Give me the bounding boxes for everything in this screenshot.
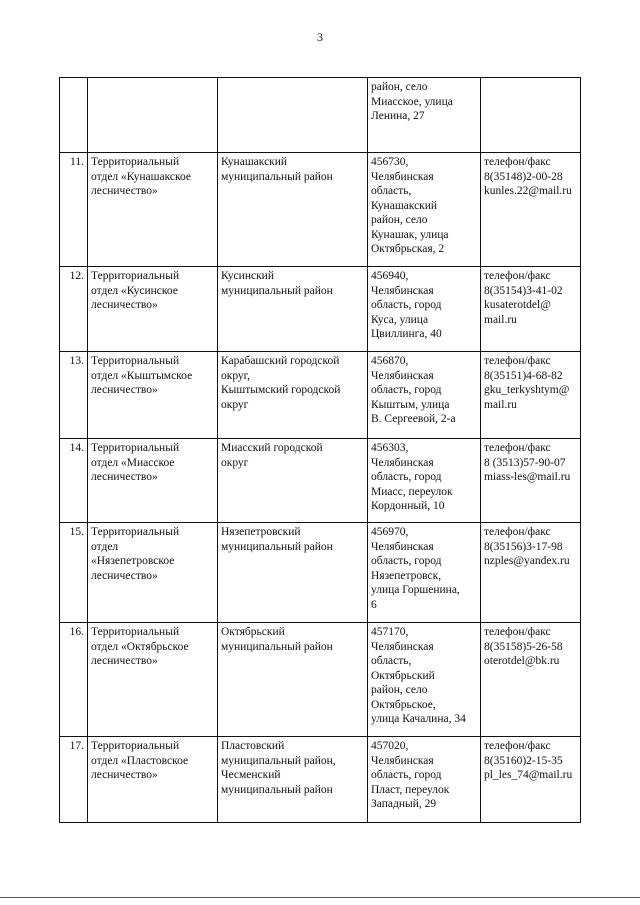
address-cell: 457170, Челябинская область, Октябрьский район, село Октябрьское, улица Качалина, 34 bbox=[368, 623, 481, 737]
forestry-departments-table bbox=[59, 77, 581, 823]
table-row bbox=[60, 523, 581, 623]
department-cell: Территориальный отдел «Нязепетровское лесничество» bbox=[88, 523, 218, 623]
department-cell: Территориальный отдел «Кыштымское лесничество» bbox=[88, 352, 218, 439]
contacts-cell bbox=[481, 78, 581, 153]
row-number: 13. bbox=[60, 352, 88, 439]
department-cell: Территориальный отдел «Миасское лесничество» bbox=[88, 439, 218, 523]
row-number: 11. bbox=[60, 153, 88, 267]
contacts-cell: телефон/факс 8(35158)5-26-58 oterotdel@bk.ru bbox=[481, 623, 581, 737]
department-cell bbox=[88, 78, 218, 153]
row-number bbox=[60, 78, 88, 153]
contacts-cell: телефон/факс 8(35160)2-15-35 pl_les_74@mail.ru bbox=[481, 737, 581, 823]
address-cell: 456970, Челябинская область, город Нязепетровск, улица Горшенина, 6 bbox=[368, 523, 481, 623]
row-number: 14. bbox=[60, 439, 88, 523]
department-cell: Территориальный отдел «Пластовское лесничество» bbox=[88, 737, 218, 823]
department-cell: Территориальный отдел «Октябрьское лесничество» bbox=[88, 623, 218, 737]
address-cell: 456303, Челябинская область, город Миасс, переулок Кордонный, 10 bbox=[368, 439, 481, 523]
page-number: 3 bbox=[317, 30, 323, 44]
table-row bbox=[60, 737, 581, 823]
table-row bbox=[60, 439, 581, 523]
row-number: 12. bbox=[60, 267, 88, 352]
row-number: 15. bbox=[60, 523, 88, 623]
table-row bbox=[60, 78, 581, 153]
contacts-cell: телефон/факс 8(35151)4-68-82 gku_terkyshtym@ mail.ru bbox=[481, 352, 581, 439]
municipality-cell bbox=[218, 78, 368, 153]
table-row bbox=[60, 153, 581, 267]
contacts-cell: телефон/факс 8(35156)3-17-98 nzples@yandex.ru bbox=[481, 523, 581, 623]
address-cell: 457020, Челябинская область, город Пласт, переулок Западный, 29 bbox=[368, 737, 481, 823]
contacts-cell: телефон/факс 8 (3513)57-90-07 miass-les@mail.ru bbox=[481, 439, 581, 523]
address-cell: 456870, Челябинская область, город Кыштым, улица В. Сергеевой, 2-а bbox=[368, 352, 481, 439]
contacts-cell: телефон/факс 8(35154)3-41-02 kusaterotdel@ mail.ru bbox=[481, 267, 581, 352]
municipality-cell: Кунашакский муниципальный район bbox=[218, 153, 368, 267]
address-cell: 456940, Челябинская область, город Куса, улица Цвиллинга, 40 bbox=[368, 267, 481, 352]
municipality-cell: Нязепетровский муниципальный район bbox=[218, 523, 368, 623]
municipality-cell: Карабашский городской округ, Кыштымский городской округ bbox=[218, 352, 368, 439]
municipality-cell: Октябрьский муниципальный район bbox=[218, 623, 368, 737]
address-cell: район, село Миасское, улица Ленина, 27 bbox=[368, 78, 481, 153]
municipality-cell: Пластовский муниципальный район, Чесменский муниципальный район bbox=[218, 737, 368, 823]
department-cell: Территориальный отдел «Кунашакское лесничество» bbox=[88, 153, 218, 267]
table-row bbox=[60, 267, 581, 352]
municipality-cell: Кусинский муниципальный район bbox=[218, 267, 368, 352]
municipality-cell: Миасский городской округ bbox=[218, 439, 368, 523]
department-cell: Территориальный отдел «Кусинское лесничество» bbox=[88, 267, 218, 352]
table-row bbox=[60, 352, 581, 439]
row-number: 17. bbox=[60, 737, 88, 823]
row-number: 16. bbox=[60, 623, 88, 737]
page-bottom-edge bbox=[0, 897, 640, 898]
table-row bbox=[60, 623, 581, 737]
contacts-cell: телефон/факс 8(35148)2-00-28 kunles.22@mail.ru bbox=[481, 153, 581, 267]
address-cell: 456730, Челябинская область, Кунашакский район, село Кунашак, улица Октябрьская, 2 bbox=[368, 153, 481, 267]
